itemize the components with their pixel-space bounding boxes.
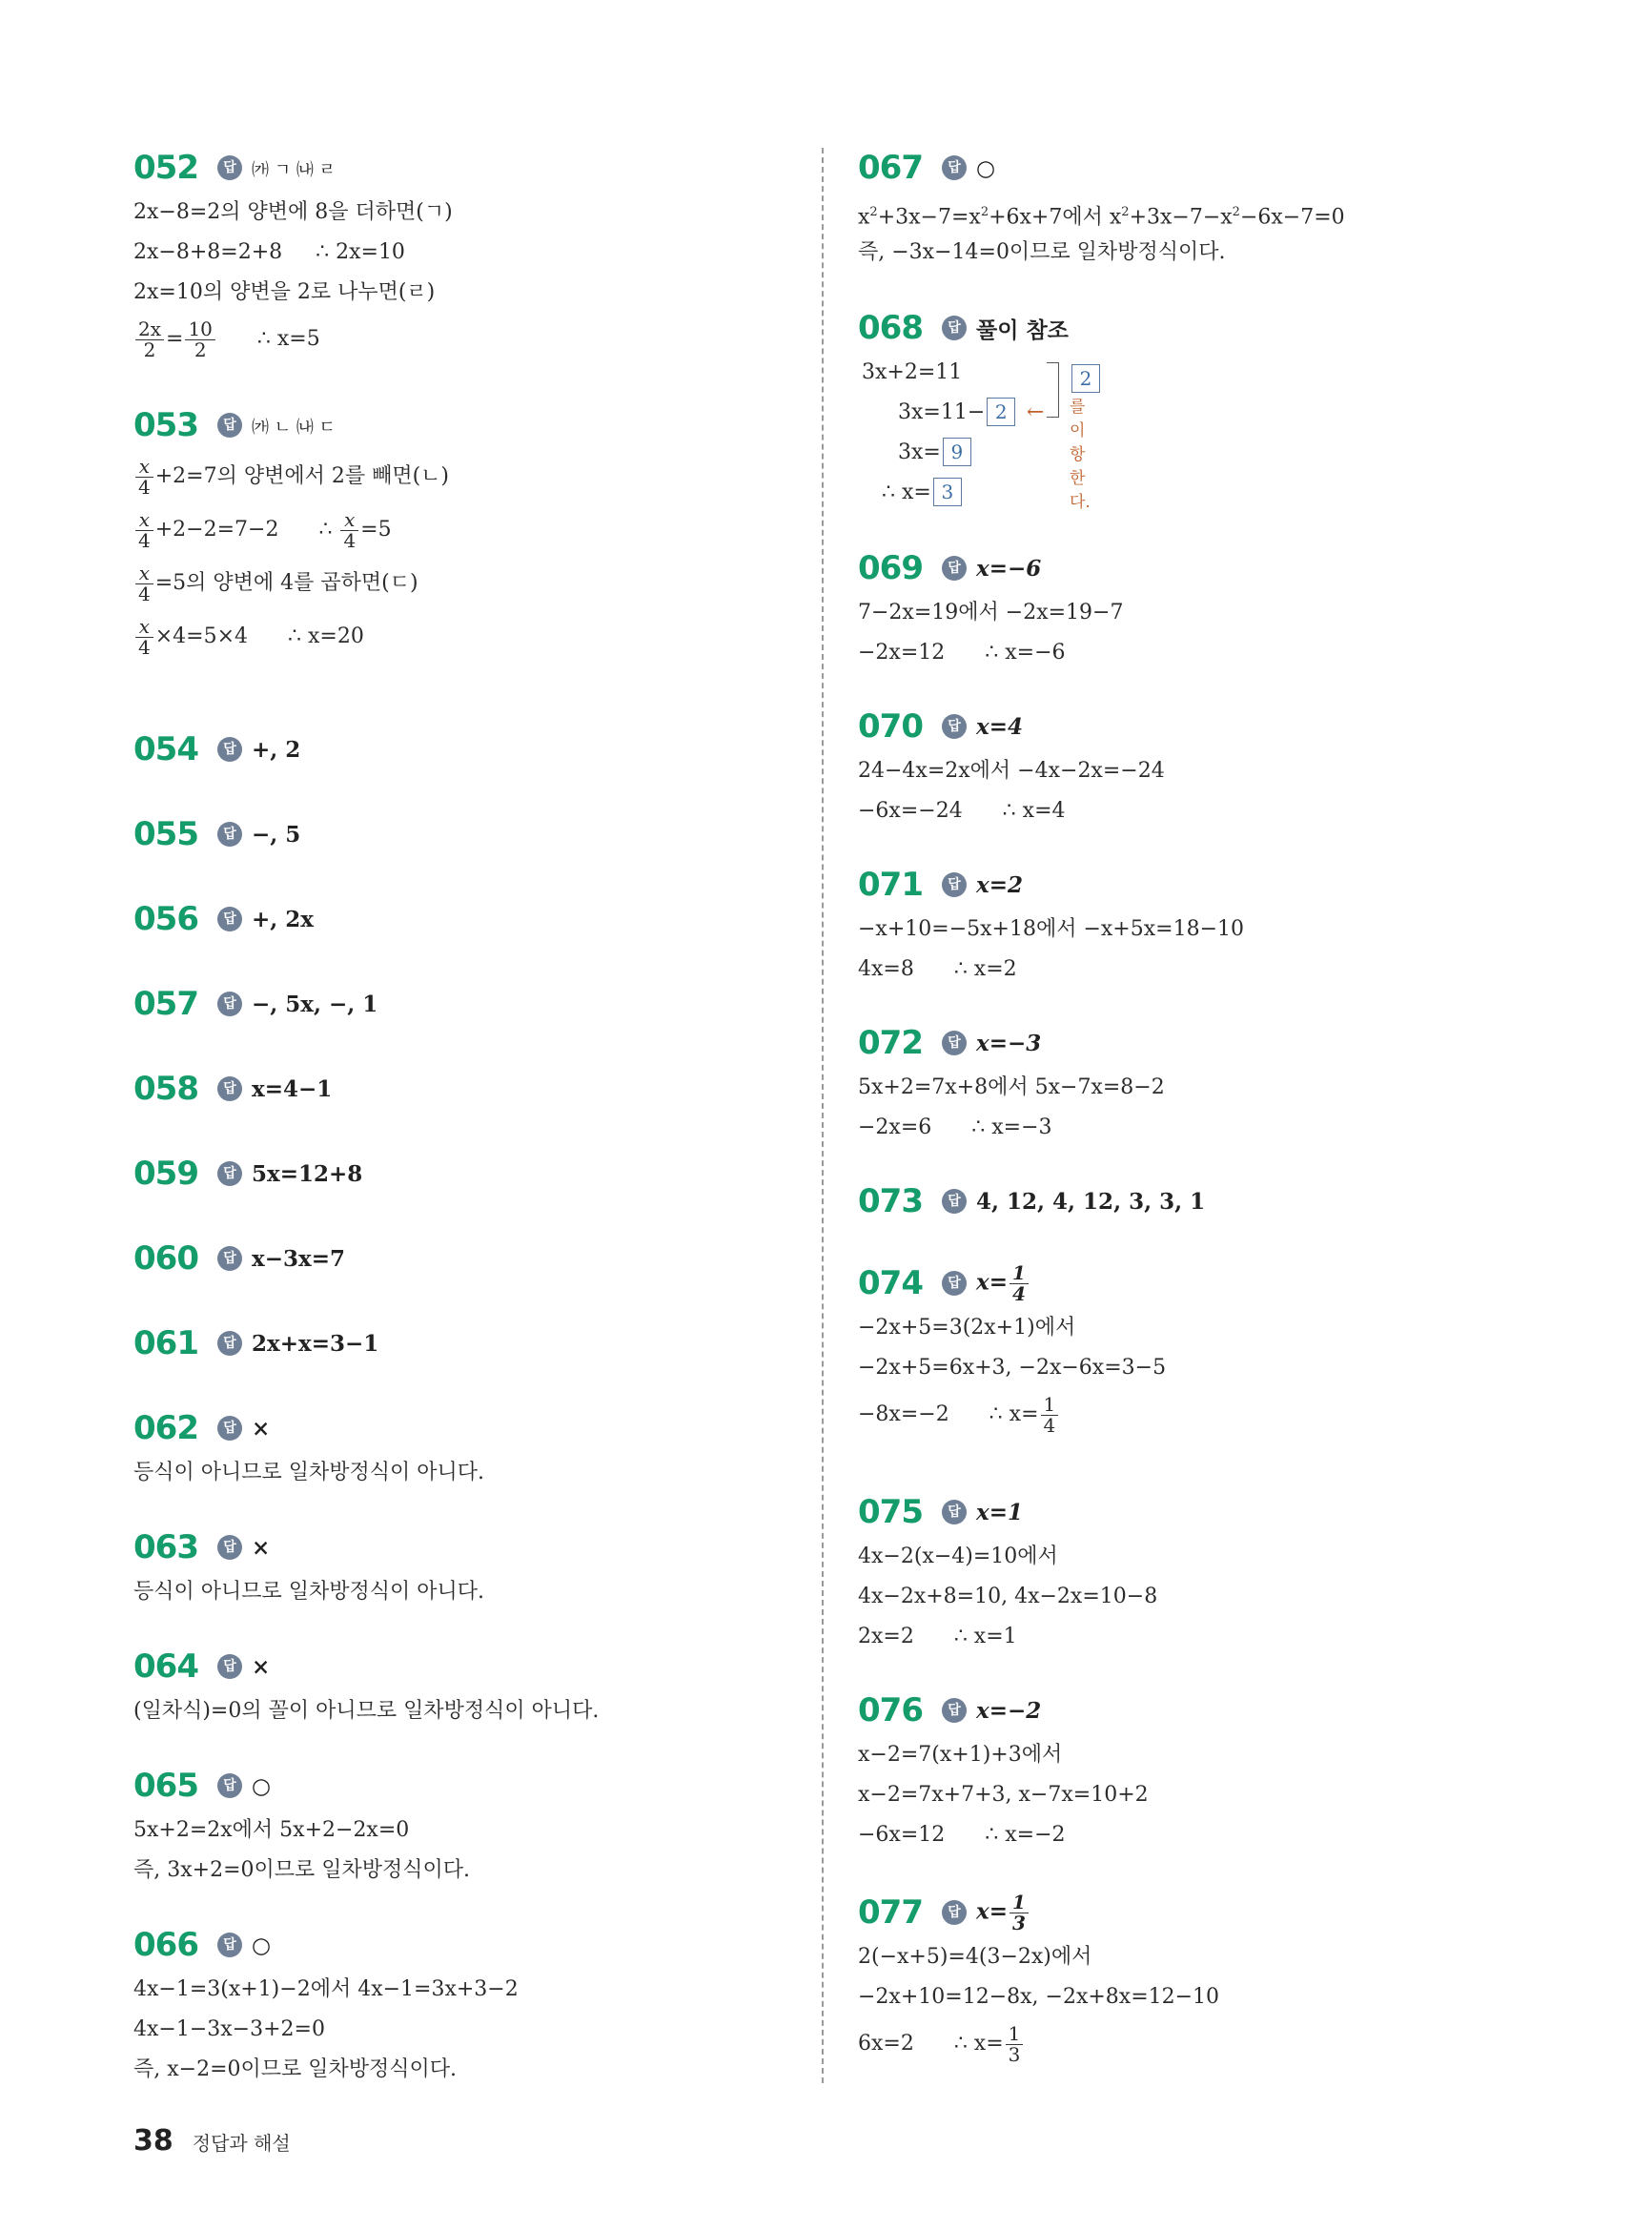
solution-line: $\frac{x}{4}$ ×4=5×4 ∴ x=20 <box>133 610 449 664</box>
problem-number: 073 <box>858 1182 923 1220</box>
solution-line: 3x= 9 <box>858 433 1069 473</box>
solution-line: −2x+5=3(2x+1)에서 <box>858 1316 1076 1340</box>
solution-line: 2x−8+8=2+8 ∴ 2x=10 <box>133 240 405 264</box>
problem-067 <box>858 143 1345 273</box>
problem-number: 076 <box>858 1691 923 1729</box>
solution-line: 즉, x−2=0이므로 일차방정식이다. <box>133 2057 458 2081</box>
problem-number: 072 <box>858 1024 923 1062</box>
answer-badge: 답 <box>217 907 242 931</box>
answer: 2x+x=3−1 <box>252 1330 379 1357</box>
problem-077 <box>858 1888 1219 2071</box>
answer: x=2 <box>976 871 1023 898</box>
problem-057 <box>133 979 377 1029</box>
problem-number: 068 <box>858 309 923 347</box>
answer: x=1 <box>976 1499 1023 1525</box>
answer-badge: 답 <box>942 1500 967 1524</box>
answer: −, 5x, −, 1 <box>252 991 378 1017</box>
answer: ㈎ ㄴ ㈏ ㄷ <box>252 417 336 438</box>
solution-line: −8x=−2 ∴ x= $\frac{1}{4}$ <box>858 1388 1166 1442</box>
problem-number: 064 <box>133 1647 198 1686</box>
solution-line: 5x+2=2x에서 5x+2−2x=0 <box>133 1818 410 1842</box>
solution-line: ∴ x= 3 <box>858 473 1069 513</box>
bracket <box>1047 362 1059 418</box>
solution-line: $\frac{2x}{2}$ = $\frac{10}{2}$ ∴ x=5 <box>133 313 453 366</box>
problem-number: 065 <box>133 1767 198 1805</box>
answer: ㈎ ㄱ ㈏ ㄹ <box>252 159 336 180</box>
problem-number: 063 <box>133 1528 198 1566</box>
problem-number: 075 <box>858 1493 923 1531</box>
solution-line: $x^2+3x-7=x^2+6x+7$에서 $x^2+3x-7-x^2-6x-7=0$ <box>858 205 1345 230</box>
problem-number: 055 <box>133 815 198 853</box>
answer-badge: 답 <box>942 1698 967 1723</box>
problem-068 <box>858 303 1092 513</box>
answer: 4, 12, 4, 12, 3, 3, 1 <box>976 1188 1206 1215</box>
transpose-note: 2를 이항한다. <box>1070 364 1100 512</box>
answer-badge: 답 <box>942 1271 967 1296</box>
solution-line: 2x=10의 양변을 2로 나누면(ㄹ) <box>133 280 436 304</box>
problem-number: 061 <box>133 1324 198 1362</box>
answer-badge: 답 <box>942 316 967 340</box>
solution-line: 6x=2 ∴ x= $\frac{1}{3}$ <box>858 2017 1219 2071</box>
answer-badge: 답 <box>217 1933 242 1957</box>
solution-line: 등식이 아니므로 일차방정식이 아니다. <box>133 1580 485 1604</box>
solution-line: 3x+2=11 <box>862 360 963 384</box>
problem-number: 071 <box>858 866 923 904</box>
answer-badge: 답 <box>942 872 967 897</box>
answer-badge: 답 <box>217 1416 242 1441</box>
answer: x−3x=7 <box>252 1245 345 1272</box>
solution-line: −2x+10=12−8x, −2x+8x=12−10 <box>858 1985 1220 2009</box>
answer-badge: 답 <box>217 737 242 762</box>
answer: x=4 <box>976 713 1023 740</box>
solution-line: 즉, 3x+2=0이므로 일차방정식이다. <box>133 1858 471 1882</box>
problem-063 <box>133 1523 484 1612</box>
problem-065 <box>133 1761 470 1891</box>
solution-line: 등식이 아니므로 일차방정식이 아니다. <box>133 1461 485 1484</box>
answer: +, 2 <box>252 736 301 763</box>
solution-line: 2x−8=2의 양변에 8을 더하면(ㄱ) <box>133 200 453 224</box>
answer-badge: 답 <box>217 1535 242 1560</box>
problem-number: 052 <box>133 149 198 187</box>
solution-line: −6x=12 ∴ x=−2 <box>858 1823 1066 1847</box>
problem-number: 060 <box>133 1239 198 1278</box>
solution-line: −2x=6 ∴ x=−3 <box>858 1115 1052 1139</box>
answer: x=−6 <box>976 555 1042 582</box>
answer-badge: 답 <box>217 992 242 1016</box>
answer-badge: 답 <box>217 1654 242 1679</box>
solution-line: 2x=2 ∴ x=1 <box>858 1625 1017 1648</box>
problem-052 <box>133 143 453 366</box>
problem-number: 067 <box>858 149 923 187</box>
solution-line: $\frac{x}{4}$ =5의 양변에 4를 곱하면(ㄷ) <box>133 557 449 610</box>
problem-number: 077 <box>858 1893 923 1932</box>
problem-number: 070 <box>858 707 923 746</box>
solution-line: −x+10=−5x+18에서 −x+5x=18−10 <box>858 917 1244 941</box>
answer: 풀이 참조 <box>976 317 1069 343</box>
solution-line: 4x−1−3x−3+2=0 <box>133 2017 325 2041</box>
answer: × <box>252 1415 271 1442</box>
problem-number: 056 <box>133 900 198 938</box>
problem-066 <box>133 1920 519 2090</box>
answer-badge: 답 <box>217 413 242 438</box>
problem-number: 058 <box>133 1070 198 1108</box>
solution-line: x−2=7(x+1)+3에서 <box>858 1743 1063 1767</box>
problem-071 <box>858 860 1244 990</box>
answer-badge: 답 <box>217 1076 242 1101</box>
problem-number: 066 <box>133 1926 198 1964</box>
problem-076 <box>858 1686 1149 1855</box>
solution-line: $\frac{x}{4}$ +2=7의 양변에서 2를 빼면(ㄴ) <box>133 450 449 503</box>
answer: x=−3 <box>976 1030 1042 1056</box>
answer: 5x=12+8 <box>252 1160 363 1187</box>
solution-line: 4x=8 ∴ x=2 <box>858 957 1017 981</box>
problem-number: 062 <box>133 1409 198 1447</box>
answer-box: 3 <box>933 478 962 506</box>
answer-badge: 답 <box>942 556 967 581</box>
problem-074 <box>858 1258 1166 1442</box>
solution-line: (일차식)=0의 꼴이 아니므로 일차방정식이 아니다. <box>133 1699 600 1723</box>
column-divider <box>822 148 824 2083</box>
problem-number: 074 <box>858 1264 923 1302</box>
answer: × <box>252 1653 271 1680</box>
answer: x= $\frac{1}{4}$ <box>976 1263 1030 1304</box>
page-footer <box>133 2124 291 2158</box>
answer-box: 2 <box>987 398 1015 426</box>
solution-line: 4x−1=3(x+1)−2에서 4x−1=3x+3−2 <box>133 1977 519 2001</box>
answer: ○ <box>252 1932 272 1958</box>
answer: ○ <box>976 154 996 181</box>
solution-line: 즉, −3x−14=0이므로 일차방정식이다. <box>858 240 1226 264</box>
problem-075 <box>858 1487 1157 1657</box>
solution-line: 5x+2=7x+8에서 5x−7x=8−2 <box>858 1075 1165 1099</box>
solution-line: 4x−2(x−4)=10에서 <box>858 1545 1058 1568</box>
answer-badge: 답 <box>217 1331 242 1356</box>
problem-055 <box>133 809 300 859</box>
problem-053 <box>133 400 449 664</box>
solution-line: 7−2x=19에서 −2x=19−7 <box>858 601 1124 624</box>
footer-label: 정답과 해설 <box>192 2132 291 2155</box>
answer-badge: 답 <box>942 1031 967 1055</box>
problem-number: 054 <box>133 730 198 768</box>
answer-badge: 답 <box>942 1900 967 1925</box>
answer: +, 2x <box>252 906 315 932</box>
answer-badge: 답 <box>942 1189 967 1214</box>
answer: x=4−1 <box>252 1075 333 1102</box>
solution-line: 3x=11− 2 ← <box>858 393 1069 433</box>
problem-056 <box>133 894 314 944</box>
solution-line: $\frac{x}{4}$ +2−2=7−2 ∴ $\frac{x}{4}$ =5 <box>133 503 449 557</box>
answer-badge: 답 <box>217 1161 242 1186</box>
answer-badge: 답 <box>942 714 967 739</box>
problem-060 <box>133 1234 345 1283</box>
answer: −, 5 <box>252 821 301 848</box>
solution-line: 4x−2x+8=10, 4x−2x=10−8 <box>858 1585 1158 1608</box>
problem-054 <box>133 725 300 774</box>
problem-number: 069 <box>858 549 923 587</box>
answer: × <box>252 1534 271 1561</box>
problem-064 <box>133 1642 599 1731</box>
problem-069 <box>858 543 1123 673</box>
answer-box: 9 <box>943 438 971 466</box>
answer: ○ <box>252 1772 272 1799</box>
problem-072 <box>858 1018 1165 1148</box>
answer-badge: 답 <box>217 1773 242 1798</box>
solution-line: x−2=7x+7+3, x−7x=10+2 <box>858 1783 1149 1807</box>
solution-line: 24−4x=2x에서 −4x−2x=−24 <box>858 759 1165 783</box>
answer-badge: 답 <box>217 155 242 180</box>
solution-line: −2x=12 ∴ x=−6 <box>858 641 1066 665</box>
problem-058 <box>133 1064 332 1114</box>
problem-061 <box>133 1319 378 1368</box>
answer: x= $\frac{1}{3}$ <box>976 1892 1030 1933</box>
answer-badge: 답 <box>942 155 967 180</box>
page-number: 38 <box>133 2124 173 2158</box>
problem-070 <box>858 702 1165 831</box>
solution-line: −6x=−24 ∴ x=4 <box>858 799 1066 823</box>
solution-line: −2x+5=6x+3, −2x−6x=3−5 <box>858 1356 1167 1380</box>
arrow-left-icon: ← <box>1026 400 1045 424</box>
answer: x=−2 <box>976 1697 1042 1724</box>
problem-number: 059 <box>133 1155 198 1193</box>
problem-073 <box>858 1176 1205 1226</box>
answer-badge: 답 <box>217 822 242 847</box>
problem-062 <box>133 1403 484 1493</box>
problem-number: 057 <box>133 985 198 1023</box>
answer-badge: 답 <box>217 1246 242 1271</box>
solution-line: 2(−x+5)=4(3−2x)에서 <box>858 1945 1092 1969</box>
problem-number: 053 <box>133 406 198 444</box>
problem-059 <box>133 1149 362 1198</box>
